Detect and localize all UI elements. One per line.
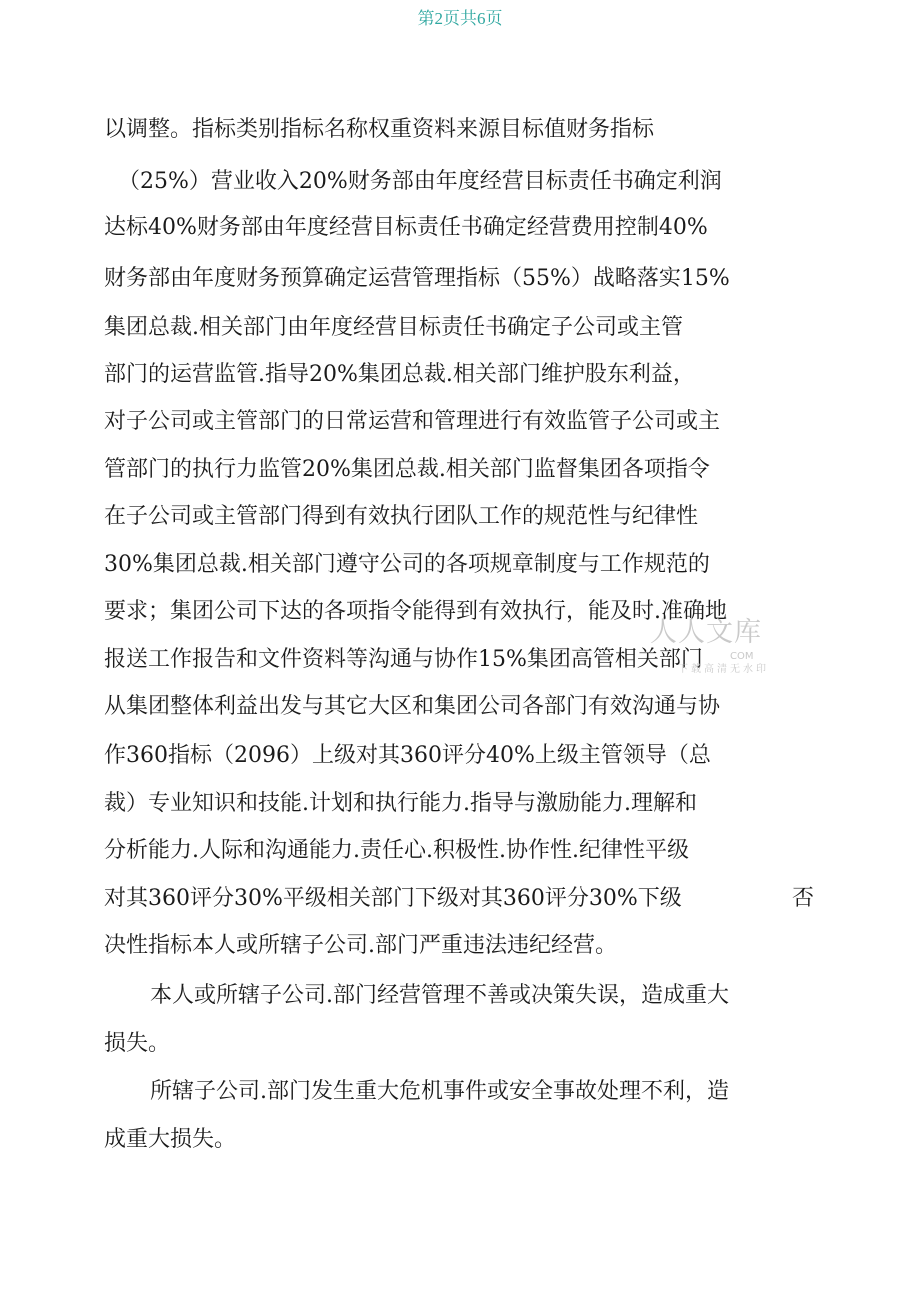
paragraph-line: 成重大损失。 [104,1127,237,1152]
body-line: 作360指标（2096）上级对其360评分40%上级主管领导（总 [104,743,711,768]
body-line: 部门的运营监管.指导20%集团总裁.相关部门维护股东利益， [104,362,695,387]
body-line: 报送工作报告和文件资料等沟通与协作15%集团高管相关部门 [104,647,703,672]
body-line: 要求；集团公司下达的各项指令能得到有效执行，能及时.准确地 [104,599,727,624]
paragraph-line: 本人或所辖子公司.部门经营管理不善或决策失误，造成重大 [150,983,729,1008]
page-indicator: 第2页共6页 [417,9,503,28]
body-line: 对其360评分30%平级相关部门下级对其360评分30%下级 [104,886,682,911]
body-line: 以调整。指标类别指标名称权重资料来源目标值财务指标 [104,117,655,142]
body-line: 达标40%财务部由年度经营目标责任书确定经营费用控制40% [104,215,708,240]
watermark-title: 人人文库 [650,617,762,648]
paragraph-line: 损失。 [104,1031,171,1056]
body-line: 在子公司或主管部门得到有效执行团队工作的规范性与纪律性 [104,504,699,529]
watermark-domain: COM [730,651,754,662]
body-line: 分析能力.人际和沟通能力.责任心.积极性.协作性.纪律性平级 [104,838,689,863]
body-line: 30%集团总裁.相关部门遵守公司的各项规章制度与工作规范的 [104,552,710,577]
body-line: 财务部由年度财务预算确定运营管理指标（55%）战略落实15% [104,266,730,291]
body-line: （25%）营业收入20%财务部由年度经营目标责任书确定利润 [118,169,722,194]
paragraph-line: 所辖子公司.部门发生重大危机事件或安全事故处理不利，造 [150,1079,729,1104]
body-line-trailing: 否 [792,886,815,911]
body-line: 从集团整体利益出发与其它大区和集团公司各部门有效沟通与协 [104,694,721,719]
body-line: 对子公司或主管部门的日常运营和管理进行有效监管子公司或主 [104,409,721,434]
body-line: 裁）专业知识和技能.计划和执行能力.指导与激励能力.理解和 [104,791,697,816]
body-line: 管部门的执行力监管20%集团总裁.相关部门监督集团各项指令 [104,457,710,482]
watermark-tagline: 下载高清无水印 [678,664,769,675]
body-line: 集团总裁.相关部门由年度经营目标责任书确定子公司或主管 [104,315,683,340]
body-line: 决性指标本人或所辖子公司.部门严重违法违纪经营。 [104,933,617,958]
